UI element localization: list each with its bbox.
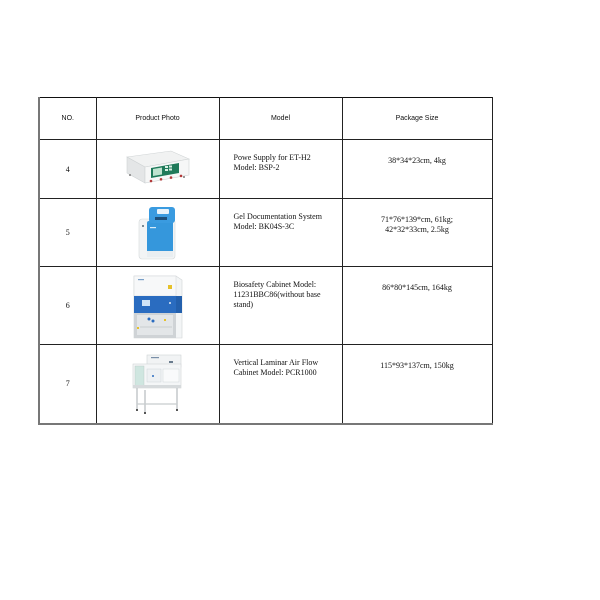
model-text: 11231BBC86(without base [233,290,321,299]
model-text: Powe Supply for ET-H2 [233,153,311,162]
model-text: stand) [233,300,254,309]
model-text: Biosafety Cabinet Model: [233,280,317,289]
laminar-flow-cabinet-image [127,352,189,416]
row-number: 4 [39,140,96,199]
package-size-cell [342,345,492,424]
product-photo-cell [96,267,219,345]
model-text: Gel Documentation System [233,212,322,221]
header-no: NO. [39,98,96,140]
table-row [39,345,492,424]
package-size-text: 71*76*139*cm, 61kg; [381,215,453,224]
product-photo-cell [96,199,219,267]
header-model: Model [219,98,342,140]
row-number: 7 [39,345,96,424]
product-photo-cell [96,140,219,199]
model-text: Cabinet Model: PCR1000 [233,368,317,377]
row-number: 6 [39,267,96,345]
table-row [39,199,492,267]
header-product-photo: Product Photo [96,98,219,140]
model-cell [219,140,342,199]
model-text: Model: BSP-2 [233,163,280,172]
package-size-text: 86*80*145cm, 164kg [382,283,452,292]
power-supply-image [121,149,195,189]
package-size-cell [342,267,492,345]
table-header-row [39,98,492,140]
row-number: 5 [39,199,96,267]
table-row [39,140,492,199]
model-text: Model: BK04S-3C [233,222,295,231]
product-table [38,97,493,425]
product-photo-cell [96,345,219,424]
table-row [39,267,492,345]
package-size-cell [342,140,492,199]
package-size-text: 42*32*33cm, 2.5kg [385,225,449,234]
header-package-size: Package Size [342,98,492,140]
gel-documentation-system-image [135,205,181,261]
package-size-text: 38*34*23cm, 4kg [388,156,446,165]
model-cell [219,267,342,345]
biosafety-cabinet-image [128,272,188,340]
package-size-cell [342,199,492,267]
package-size-text: 115*93*137cm, 150kg [380,361,454,370]
model-text: Vertical Laminar Air Flow [233,358,319,367]
model-cell [219,345,342,424]
model-cell [219,199,342,267]
